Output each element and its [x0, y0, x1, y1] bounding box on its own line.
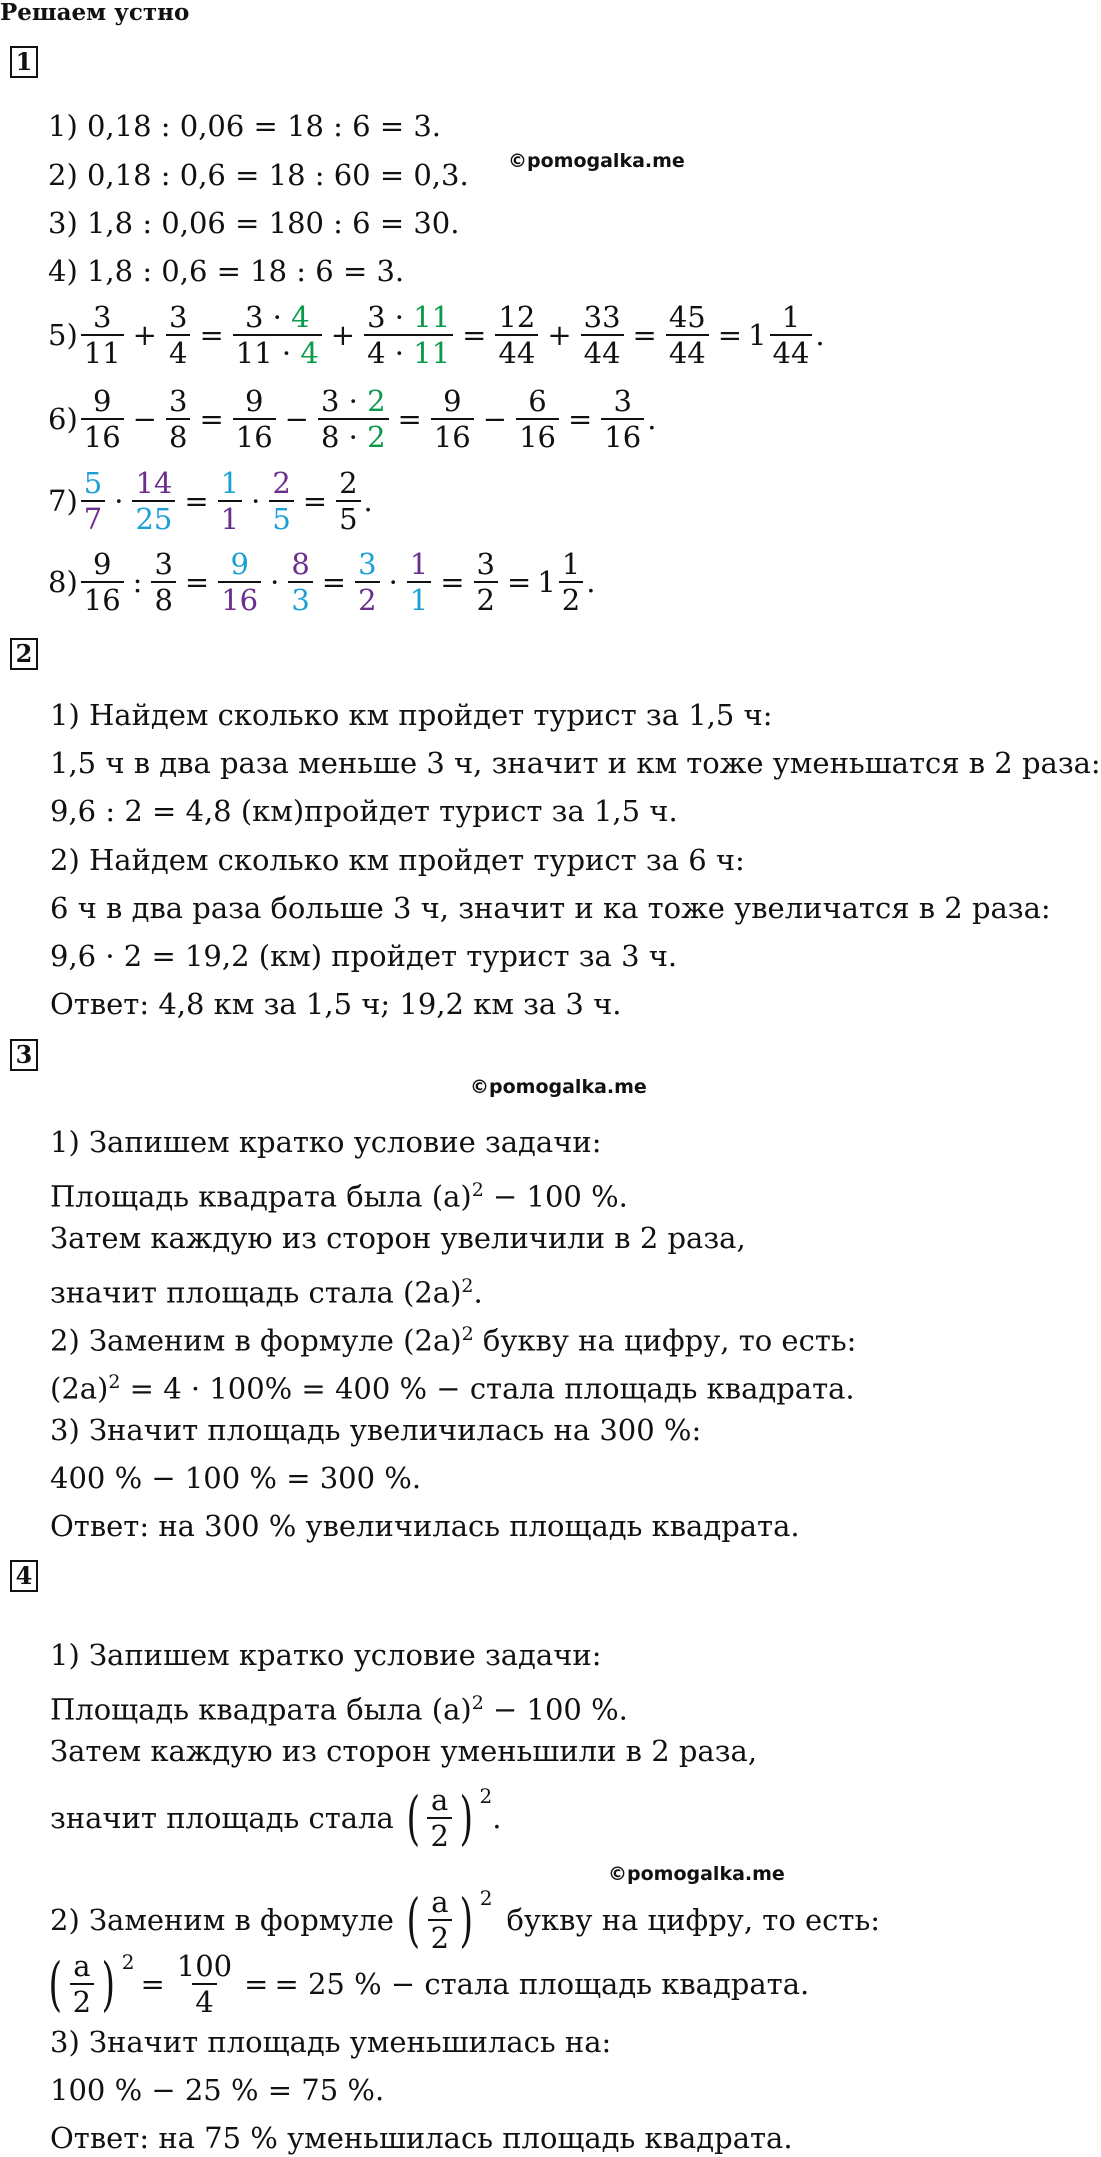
task1-line-1: 1) 0,18 : 0,06 = 18 : 6 = 3. — [48, 109, 442, 143]
task3-line-2: Площадь квадрата была $(a)^2 - 100$ %. — [50, 1179, 628, 1214]
task2-line-1: 1) Найдем сколько км пройдет турист за 1,5 ч: — [50, 698, 773, 732]
task1-expression-6: 6) 9 16 − $\frac{3}{8}$ = $\frac{9}{16}$ − $\frac{3 \cdot 2}{8 \cdot 2}$ = $\frac{9}{16}$ − $\frac{6}{16}$ = $\frac{3}{16}$ . — [48, 384, 657, 454]
task3-line-7: 3) Значит площадь увеличилась на 300 %: — [50, 1413, 702, 1447]
task2-line-6: 9,6 · 2 = 19,2 (км) пройдет турист за 3 ч. — [50, 939, 678, 973]
task4-line-1: 1) Запишем кратко условие задачи: — [50, 1638, 602, 1672]
task4-line-8: 100 % − 25 % = 75 %. — [50, 2073, 385, 2107]
task2-line-4: 2) Найдем сколько км пройдет турист за 6 ч: — [50, 843, 745, 877]
task3-line-1: 1) Запишем кратко условие задачи: — [50, 1125, 602, 1159]
task3-line-5: 2) Заменим в формуле $(2a)^2$ букву на цифру, то есть: — [50, 1323, 857, 1358]
task1-expression-7: 7) 5 7 · $\frac{14}{25}$ = $\frac{1}{1}$ · $\frac{2}{5}$ = $\frac{2}{5}$ . — [48, 466, 373, 536]
watermark: ©pomogalka.me — [608, 1863, 785, 1885]
task4-line-3: Затем каждую из сторон уменьшили в 2 раза, — [50, 1734, 758, 1768]
task4-line-5: 2) Заменим в формуле ( a 2 ) 2 букву на цифру, то есть: — [50, 1885, 880, 1955]
task4-line-7: 3) Значит площадь уменьшилась на: — [50, 2025, 612, 2059]
task1-line-3: 3) 1,8 : 0,06 = 180 : 6 = 30. — [48, 206, 460, 240]
task1-expression-5: 5) 3 11 + $\frac{3}{4}$ = $\frac{3 \cdot 4}{11 \cdot 4}$ + $\frac{3 \cdot 11}{4 \cdot 11}$ = $\frac{12}{44}$ + $\frac{33}{44}$ = $\frac{45}{44}$ = 1 1 44 . — [48, 300, 825, 370]
task1-line-2: 2) 0,18 : 0,6 = 18 : 60 = 0,3. — [48, 158, 469, 192]
watermark: ©pomogalka.me — [508, 150, 685, 172]
task-number-2: 2 — [10, 638, 38, 670]
task-number-3: 3 — [10, 1039, 38, 1071]
task3-line-3: Затем каждую из сторон увеличили в 2 раза, — [50, 1221, 746, 1255]
page-title: Решаем устно — [0, 0, 190, 26]
task3-line-6: $(2a)^2 = 4 \cdot 100\% = 400$ % − стала площадь квадрата. — [50, 1371, 855, 1406]
watermark: ©pomogalka.me — [470, 1076, 647, 1098]
task3-answer: Ответ: на 300 % увеличилась площадь квадрата. — [50, 1509, 800, 1543]
task2-line-5: 6 ч в два раза больше 3 ч, значит и ка тоже увеличатся в 2 раза: — [50, 891, 1051, 925]
task2-line-3: 9,6 : 2 = 4,8 (км)пройдет турист за 1,5 ч. — [50, 794, 678, 828]
task-number-4: 4 — [10, 1560, 38, 1592]
task4-line-4: значит площадь стала ( a 2 ) 2 . — [50, 1783, 502, 1853]
task3-line-4: значит площадь стала $(2a)^2$. — [50, 1275, 483, 1310]
task4-answer: Ответ: на 75 % уменьшилась площадь квадрата. — [50, 2121, 793, 2155]
task2-line-2: 1,5 ч в два раза меньше 3 ч, значит и км тоже уменьшатся в 2 раза: — [50, 746, 1101, 780]
task1-expression-8: 8) 9 16 : $\frac{3}{8}$ = $\frac{9}{16}$ · $\frac{8}{3}$ = $\frac{3}{2}$ · $\frac{1}{1}$ = $\frac{3}{2}$ = 1 1 2 . — [48, 547, 596, 617]
task3-line-8: 400 % − 100 % = 300 %. — [50, 1461, 422, 1495]
task4-line-2: Площадь квадрата была $(a)^2 - 100$ %. — [50, 1692, 628, 1727]
task4-line-6: ( a 2 ) 2 = $\frac{100}{4}$ = = 25 % − стала площадь квадрата. — [48, 1949, 810, 2019]
task2-answer: Ответ: 4,8 км за 1,5 ч; 19,2 км за 3 ч. — [50, 987, 622, 1021]
task-number-1: 1 — [10, 46, 38, 78]
task1-line-4: 4) 1,8 : 0,6 = 18 : 6 = 3. — [48, 254, 405, 288]
